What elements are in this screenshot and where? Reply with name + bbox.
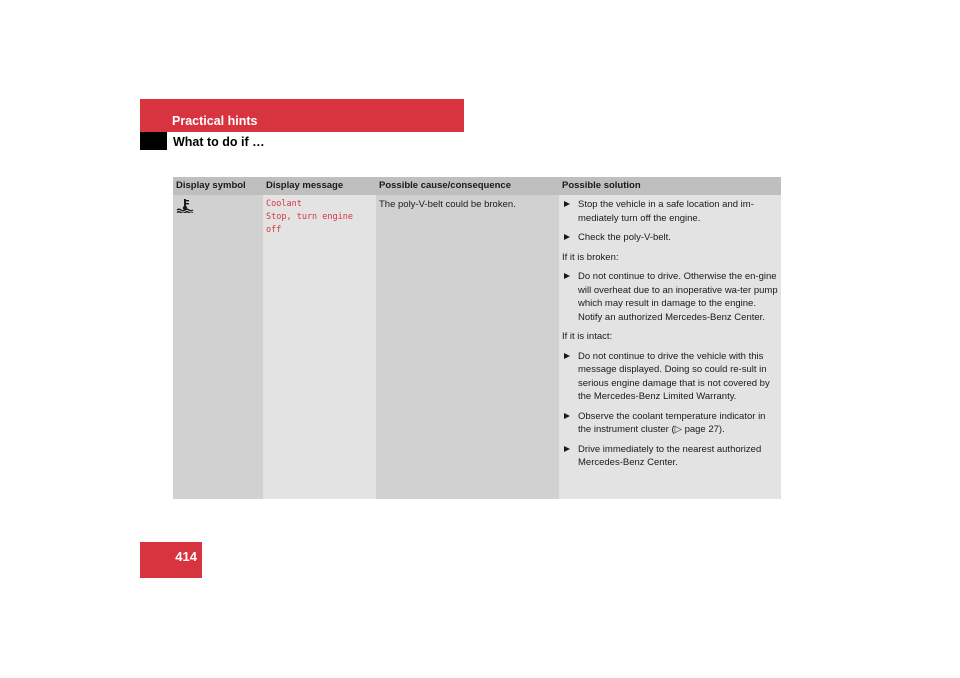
solution-text: Drive immediately to the nearest authorized Mercedes-Benz Center.: [578, 443, 762, 468]
solution-text: Do not continue to drive the vehicle with this message displayed. Doing so could re-sult in serious engine damage that is not covered by the Mercedes-Benz Limited Warranty.: [578, 350, 770, 402]
solution-text: Do not continue to drive. Otherwise the en-gine will overheat due to an inoperative wa-ter pump which may result in damage to the engine. Notify an authorized Mercedes-Benz Center.: [578, 271, 778, 323]
condition-broken: If it is broken:: [562, 251, 619, 263]
condition-intact: If it is intact:: [562, 331, 613, 342]
cause-text: The poly-V-belt could be broken.: [379, 199, 516, 210]
arrow-right-icon: [564, 234, 570, 240]
page-reference-link[interactable]: ▷ page 27).: [674, 424, 725, 435]
header-display-message: Display message: [263, 177, 376, 195]
solution-text: Stop the vehicle in a safe location and im-mediately turn off the engine.: [578, 199, 754, 224]
header-display-symbol: Display symbol: [173, 177, 263, 195]
header-possible-cause: Possible cause/consequence: [376, 177, 559, 195]
page-number-box: [140, 542, 202, 578]
solution-step: [562, 270, 778, 324]
solution-text: Observe the coolant temperature indicator in the instrument cluster (: [578, 410, 766, 435]
arrow-right-icon: [564, 273, 570, 279]
cell-display-symbol: [173, 195, 263, 499]
header-possible-solution: Possible solution: [559, 177, 781, 195]
arrow-right-icon: [564, 353, 570, 359]
arrow-right-icon: [564, 413, 570, 419]
solution-step: [562, 231, 778, 245]
cell-possible-cause: [376, 195, 559, 499]
message-line-1: Coolant: [266, 199, 302, 209]
subsection-marker: [140, 132, 167, 150]
arrow-right-icon: [564, 446, 570, 452]
cell-display-message: [263, 195, 376, 499]
solution-text: Check the poly-V-belt.: [578, 232, 671, 243]
malfunction-table: [173, 177, 781, 499]
subsection-title: What to do if …: [173, 135, 265, 149]
coolant-temperature-icon: [176, 199, 194, 213]
solution-step: [562, 443, 778, 470]
solution-step: [562, 350, 778, 404]
page-number: 414: [175, 549, 197, 564]
solution-step: [562, 198, 778, 225]
message-line-2: Stop, turn engine off: [266, 212, 353, 235]
section-header-bar: [140, 99, 464, 132]
section-title: Practical hints: [172, 114, 258, 128]
cell-possible-solution: [559, 195, 781, 499]
arrow-right-icon: [564, 201, 570, 207]
solution-step: [562, 410, 778, 437]
